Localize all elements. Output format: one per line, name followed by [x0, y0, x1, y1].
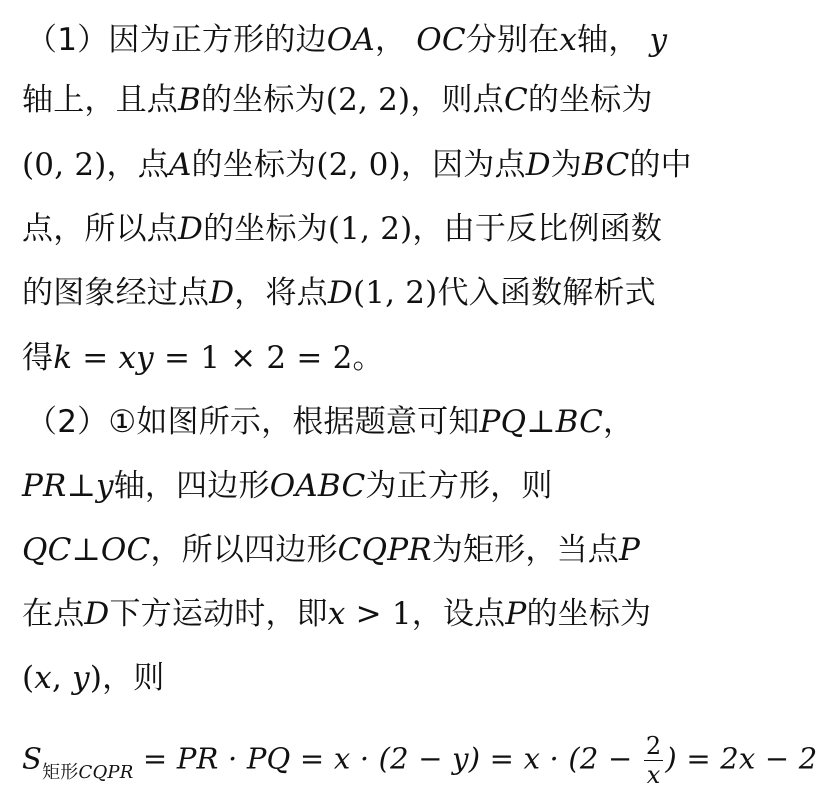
text-fragment: 点，所以点: [22, 211, 178, 247]
math-expression: =: [72, 340, 119, 376]
formula-subscript: [42, 762, 133, 783]
math-symbol: CQPR: [337, 532, 432, 568]
text-fragment: 在点: [22, 596, 85, 632]
text-line-6: [22, 338, 740, 378]
math-symbol: D: [178, 211, 204, 247]
text-line-2: [22, 80, 740, 120]
text-fragment: ，: [603, 404, 635, 440]
text-line-10: [22, 594, 740, 634]
text-line-11: [22, 658, 740, 698]
text-fragment: 为矩形，当点: [431, 532, 619, 568]
math-expression: ⊥: [71, 532, 101, 568]
math-symbol: k: [53, 340, 73, 376]
text-fragment: （2）①如图所示，根据题意可知: [26, 404, 480, 440]
text-fragment: ，则: [102, 660, 165, 696]
text-fragment: ，因为点: [400, 147, 526, 183]
formula-fraction: [644, 734, 663, 787]
text-fragment: 代入函数解析式: [437, 275, 656, 311]
math-expression: (2, 2): [325, 82, 411, 118]
math-symbol: D: [525, 147, 551, 183]
math-symbol: OA: [326, 22, 375, 58]
math-symbol: OC: [100, 532, 151, 568]
text-line-5: [22, 273, 740, 313]
math-expression: (1, 2): [352, 275, 438, 311]
formula-subscript-cn: 矩形: [42, 761, 79, 783]
text-fragment: ，由于反比例函数: [412, 211, 663, 247]
fraction-denominator: x: [646, 761, 661, 789]
text-fragment: 轴，四边形: [113, 468, 270, 504]
math-symbol: P: [619, 532, 641, 568]
text-line-3: [22, 145, 740, 185]
formula-part2: ) = 2x − 2: [665, 741, 817, 776]
math-symbol: BC: [581, 147, 630, 183]
text-fragment: ，: [374, 22, 417, 58]
math-symbol: D: [327, 275, 353, 311]
text-fragment: 分别在: [465, 22, 560, 58]
formula-part1: = PR · PQ = x · (2 − y) = x · (2 −: [133, 741, 642, 776]
text-fragment: 的坐标为: [200, 82, 326, 118]
text-fragment: 为正方形，则: [365, 468, 553, 504]
text-fragment: 。: [352, 340, 384, 376]
math-symbol: x: [559, 22, 578, 58]
math-symbol: y: [649, 22, 668, 58]
text-fragment: 下方运动时，即: [109, 596, 328, 632]
math-expression: (1, 2): [327, 211, 413, 247]
text-line-7: [26, 402, 740, 442]
math-symbol: xy: [118, 340, 154, 376]
math-symbol: QC: [22, 532, 72, 568]
text-fragment: 得: [22, 340, 54, 376]
text-line-9: [22, 530, 740, 570]
math-expression: > 1: [345, 596, 412, 632]
text-fragment: ，将点: [234, 275, 328, 311]
text-fragment: 的坐标为: [203, 211, 328, 247]
text-fragment: 的中: [629, 147, 692, 183]
text-fragment: ，所以四边形: [150, 532, 338, 568]
text-fragment: ，点: [106, 147, 169, 183]
math-symbol: D: [84, 596, 110, 632]
math-expression: (2, 0): [316, 147, 401, 183]
text-fragment: 轴上，且点: [22, 82, 178, 118]
text-line-4: [22, 209, 740, 249]
text-fragment: （1）因为正方形的边: [26, 22, 327, 58]
math-expression: ⊥: [66, 468, 96, 504]
math-symbol: P: [505, 596, 527, 632]
math-symbol: OABC: [269, 468, 366, 504]
math-symbol: C: [503, 82, 528, 118]
text-fragment: 的图象经过点: [22, 275, 210, 311]
text-fragment: 的坐标为: [191, 147, 317, 183]
text-fragment: 的坐标为: [526, 596, 652, 632]
math-expression: (: [22, 660, 35, 696]
math-expression: ,: [51, 660, 73, 696]
math-expression: = 1 × 2 = 2: [153, 340, 353, 376]
math-symbol: y: [72, 660, 90, 696]
math-symbol: x: [34, 660, 52, 696]
area-formula: [22, 732, 817, 789]
math-expression: ): [89, 660, 103, 696]
math-symbol: x: [327, 596, 346, 632]
text-fragment: 轴，: [577, 22, 650, 58]
math-symbol: OC: [416, 22, 466, 58]
math-symbol: A: [168, 147, 192, 183]
text-fragment: ，则点: [410, 82, 504, 118]
math-expression: ⊥: [526, 404, 556, 440]
math-expression: (0, 2): [22, 147, 107, 183]
text-line-8: [22, 466, 740, 506]
formula-s: S: [22, 741, 43, 776]
math-symbol: PR: [22, 468, 67, 504]
fraction-numerator: 2: [645, 732, 662, 760]
math-symbol: y: [95, 468, 114, 504]
math-symbol: D: [209, 275, 235, 311]
text-fragment: 的坐标为: [527, 82, 653, 118]
math-symbol: BC: [555, 404, 604, 440]
math-symbol: B: [178, 82, 201, 118]
text-fragment: ，设点: [411, 596, 506, 632]
math-symbol: PQ: [479, 404, 527, 440]
formula-subscript-math: CQPR: [78, 761, 134, 783]
text-line-1: [26, 20, 740, 60]
text-fragment: 为: [550, 147, 582, 183]
